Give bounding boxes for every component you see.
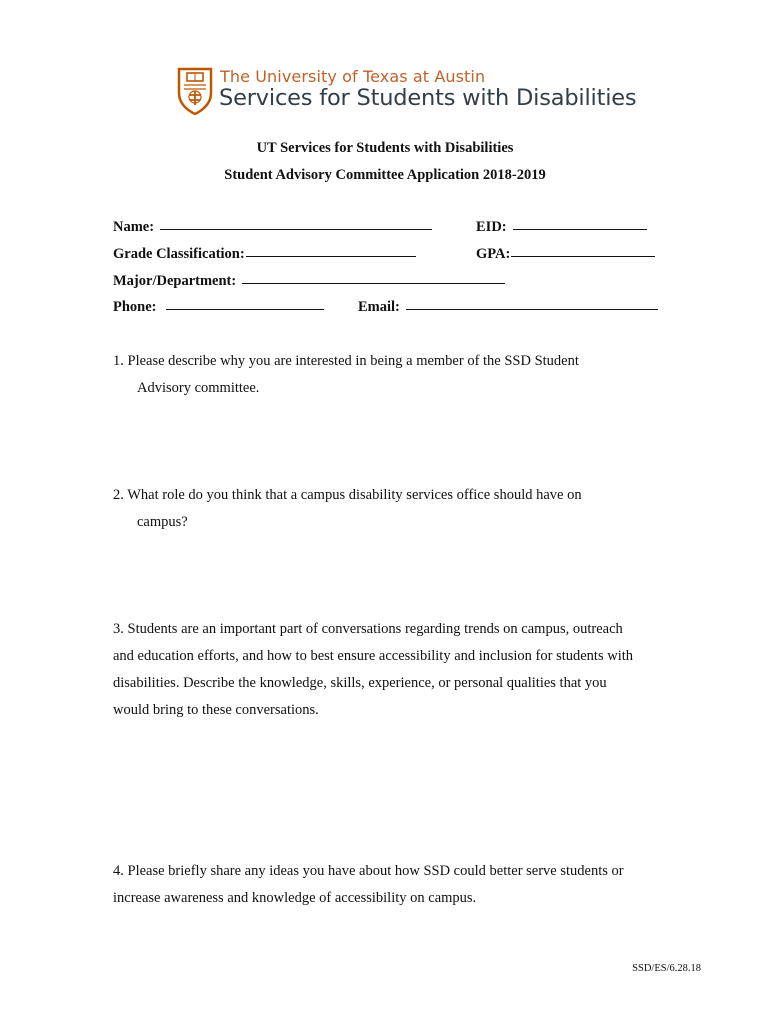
question-2-text: 2. What role do you think that a campus disability services office should have on xyxy=(113,487,582,503)
question-1-continuation: Advisory committee. xyxy=(137,380,260,396)
university-name: The University of Texas at Austin xyxy=(220,67,486,86)
name-field[interactable] xyxy=(113,219,432,236)
grade-blank[interactable] xyxy=(246,255,416,257)
name-blank[interactable] xyxy=(160,228,432,230)
phone-label: Phone: xyxy=(113,299,157,315)
office-name: Services for Students with Disabilities xyxy=(219,85,637,111)
question-2-continuation: campus? xyxy=(137,514,188,530)
question-3-line: 3. Students are an important part of conversations regarding trends on campus, outreach xyxy=(113,621,623,637)
email-field[interactable] xyxy=(358,299,658,316)
question-2 xyxy=(113,482,673,536)
phone-field[interactable] xyxy=(113,299,324,316)
question-4-line: 4. Please briefly share any ideas you have about how SSD could better serve students or xyxy=(113,863,624,879)
form-title: UT Services for Students with Disabilities xyxy=(256,140,514,156)
gpa-field[interactable] xyxy=(476,246,655,263)
question-1-text: 1. Please describe why you are interested in being a member of the SSD Student xyxy=(113,353,579,369)
major-label: Major/Department: xyxy=(113,273,237,289)
eid-blank[interactable] xyxy=(513,228,647,230)
eid-label: EID: xyxy=(476,219,507,235)
document-code: SSD/ES/6.28.18 xyxy=(632,963,701,974)
eid-field[interactable] xyxy=(476,219,647,236)
question-1 xyxy=(113,348,673,402)
gpa-label: GPA: xyxy=(476,246,511,262)
email-label: Email: xyxy=(358,299,400,315)
ut-ssd-logo xyxy=(176,67,637,117)
question-3 xyxy=(113,616,693,724)
major-blank[interactable] xyxy=(242,282,505,284)
grade-label: Grade Classification: xyxy=(113,246,245,262)
grade-field[interactable] xyxy=(113,246,416,263)
name-label: Name: xyxy=(113,219,155,235)
question-4-line: increase awareness and knowledge of accessibility on campus. xyxy=(113,890,477,906)
phone-blank[interactable] xyxy=(166,308,324,310)
question-3-line: disabilities. Describe the knowledge, skills, experience, or personal qualities that you xyxy=(113,675,607,691)
question-3-line: would bring to these conversations. xyxy=(113,702,319,718)
question-4 xyxy=(113,858,693,912)
ut-seal-icon xyxy=(176,67,214,115)
gpa-blank[interactable] xyxy=(511,255,655,257)
question-3-line: and education efforts, and how to best ensure accessibility and inclusion for students with xyxy=(113,648,634,664)
major-field[interactable] xyxy=(113,273,505,290)
email-blank[interactable] xyxy=(406,308,658,310)
form-subtitle: Student Advisory Committee Application 2018-2019 xyxy=(224,167,546,183)
